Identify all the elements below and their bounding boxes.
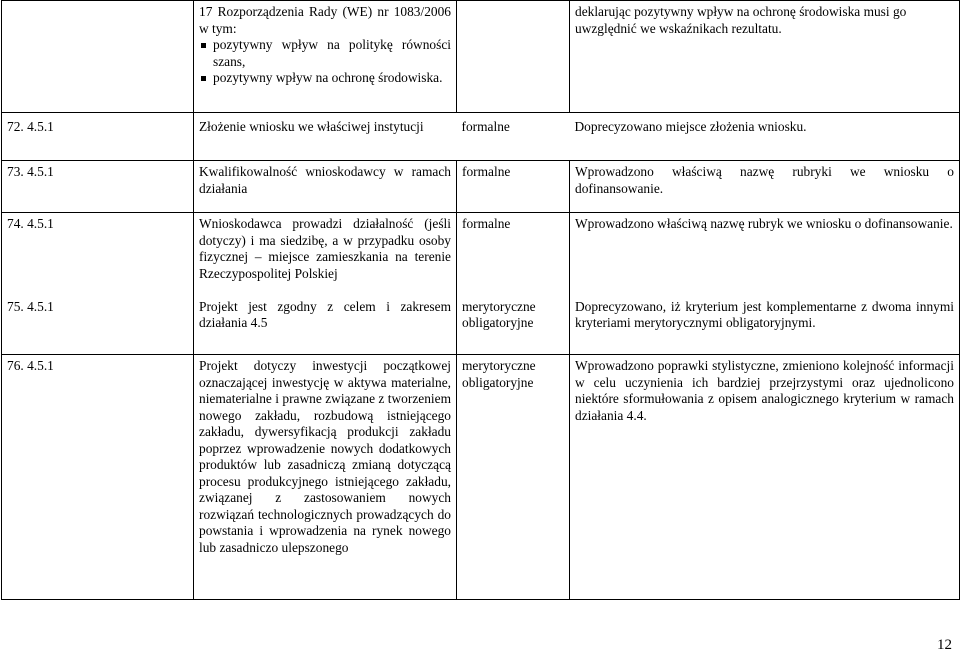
table-row [2, 1, 960, 113]
number-cell: 75. 4.5.1 [2, 299, 194, 355]
bullet-icon [201, 43, 206, 48]
comment-cell: Wprowadzono właściwą nazwę rubryk we wniosku o dofinansowanie. [570, 213, 960, 299]
criterion-cell: Złożenie wniosku we właściwej instytucji [194, 113, 457, 161]
comment-cell: deklarując pozytywny wpływ na ochronę środowiska musi go uwzględnić we wskaźnikach rezultatu. [570, 1, 960, 113]
number-cell: 73. 4.5.1 [2, 161, 194, 213]
criterion-cell: Projekt dotyczy inwestycji początkowej oznaczającej inwestycję w aktywa materialne, niematerialne i prawne związane z tworzeniem nowego zakładu, rozbudową istniejącego zakładu, dywersyfikacją produkcji zakładu poprzez wprowadzenie nowych dodatkowych produktów lub zasadniczą zmianą dotyczącą procesu produkcyjnego istniejącego zakładu, związanej z zastosowaniem nowych rozwiązań technologicznych prowadzących do powstania i wprowadzenia na rynek nowego lub zasadniczo ulepszonego [194, 355, 457, 600]
type-cell: formalne [457, 213, 570, 299]
bullet-list [199, 37, 451, 87]
number-cell: 72. 4.5.1 [2, 113, 194, 161]
type-cell: formalne [457, 161, 570, 213]
type-cell: formalne [457, 113, 570, 161]
criteria-changes-table [1, 0, 960, 600]
bullet-icon [201, 76, 206, 81]
type-cell: merytoryczne obligatoryjne [457, 355, 570, 600]
table-row [2, 213, 960, 299]
page-number: 12 [937, 637, 952, 653]
criterion-cell: Projekt jest zgodny z celem i zakresem działania 4.5 [194, 299, 457, 355]
criterion-cell: Wnioskodawca prowadzi działalność (jeśli dotyczy) i ma siedzibę, a w przypadku osoby fizycznej – miejsce zamieszkania na terenie Rzeczypospolitej Polskiej [194, 213, 457, 299]
number-cell: 76. 4.5.1 [2, 355, 194, 600]
criterion-cell: Kwalifikowalność wnioskodawcy w ramach działania [194, 161, 457, 213]
comment-cell: Doprecyzowano, iż kryterium jest komplementarne z dwoma innymi kryteriami merytorycznymi obligatoryjnymi. [570, 299, 960, 355]
type-cell: merytoryczne obligatoryjne [457, 299, 570, 355]
criterion-intro: 17 Rozporządzenia Rady (WE) nr 1083/2006 w tym: [199, 4, 451, 36]
comment-cell: Wprowadzono poprawki stylistyczne, zmieniono kolejność informacji w celu uczynienia ich bardziej przejrzystymi oraz ujednolicono niektóre sformułowania z opisem analogicznego kryterium w ramach działania 4.4. [570, 355, 960, 600]
comment-cell: Doprecyzowano miejsce złożenia wniosku. [570, 113, 960, 161]
number-cell [2, 1, 194, 113]
number-cell: 74. 4.5.1 [2, 213, 194, 299]
table-row [2, 299, 960, 355]
type-cell [457, 1, 570, 113]
list-item: pozytywny wpływ na politykę równości szans, [199, 37, 451, 70]
table-row [2, 113, 960, 161]
criterion-cell [194, 1, 457, 113]
comment-cell: Wprowadzono właściwą nazwę rubryki we wniosku o dofinansowanie. [570, 161, 960, 213]
table-row [2, 161, 960, 213]
list-item: pozytywny wpływ na ochronę środowiska. [199, 70, 451, 87]
table-row [2, 355, 960, 600]
